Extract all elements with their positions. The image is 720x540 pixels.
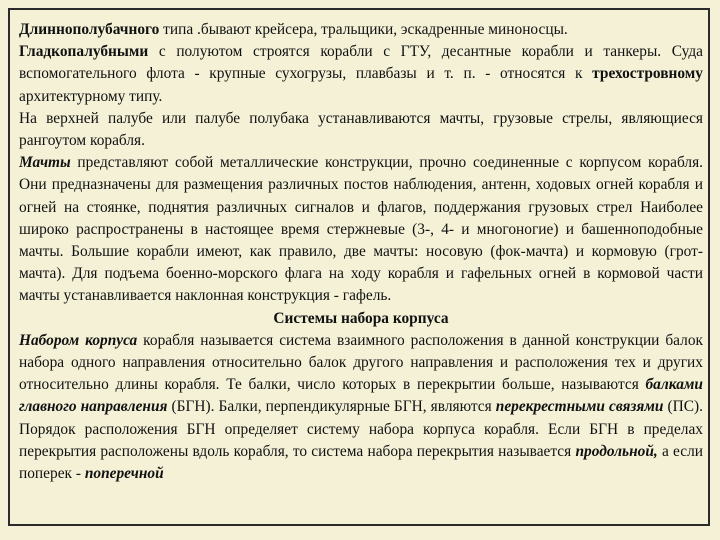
term-flush-deck: Гладкопалубными — [19, 43, 149, 61]
term-three-island: трехостровному — [592, 65, 703, 83]
paragraph-upper-deck — [19, 108, 703, 152]
text-span: (БГН). Балки, перпендикулярные БГН, являются — [167, 398, 496, 416]
section-heading: Системы набора корпуса — [273, 309, 449, 327]
text-span: с полуютом строятся корабли с ГТУ, десантные корабли и танкеры. Суда вспомогательного флота - крупные сухогрузы, плавбазы и т. п. - относятся к — [19, 43, 703, 83]
term-main-beams: балками главного направления — [19, 376, 703, 416]
term-longitudinal: продольной, — [575, 442, 658, 460]
paragraph-masts — [19, 152, 703, 307]
text-span: архитектурному типу. — [19, 87, 163, 105]
text-span: корабля называется система взаимного расположения в данной конструкции балок набора одного направления относительно балок другого направления и расположения тех и других относительно длины корабля. Те балки, число которых в перекрытии больше, называются — [19, 331, 703, 394]
text-span: На верхней палубе или палубе полубака устанавливаются мачты, грузовые стрелы, являющиеся рангоутом корабля. — [19, 109, 703, 150]
term-transverse: поперечной — [84, 465, 164, 483]
paragraph-flush-deck — [19, 41, 703, 108]
document-text — [19, 19, 703, 485]
paragraph-framing — [19, 330, 703, 485]
document-frame — [8, 8, 710, 526]
term-cross-members: перекрестными связями — [495, 398, 664, 416]
text-span: (ПС). Порядок расположения БГН определяет систему набора корпуса корабля. Если БГН в пределах перекрытия расположены вдоль корабля, то система набора перекрытия называется — [19, 398, 703, 460]
text-span: типа .бывают крейсера, тральщики, эскадренные миноносцы. — [159, 21, 568, 38]
paragraph-hull-types — [19, 19, 703, 41]
term-long-forecastle: Длиннополубачного — [19, 21, 160, 38]
term-framing: Набором корпуса — [19, 331, 138, 349]
term-masts: Мачты — [19, 154, 71, 172]
text-span: а если поперек - — [19, 442, 703, 483]
text-span: представляют собой металлические конструкции, прочно соединенные с корпусом корабля. Они предназначены для размещения различных постов наблюдения, антенн, ходовых огней корабля и огней на стоянке, поднятия различных сигналов и флагов, поддержания грузовых стрел Наиболее широко распространены в настоящее время стержневые (3-, 4- и многоногие) и башенноподобные мачты. Большие корабли имеют, как правило, две мачты: носовую (фок-мачта) и кормовую (грот-мачта). Для подъема боенно-морского флага на ходу корабля и гафельных огней в кормовой части мачты устанавливается наклонная конструкция - гафель. — [19, 154, 703, 305]
